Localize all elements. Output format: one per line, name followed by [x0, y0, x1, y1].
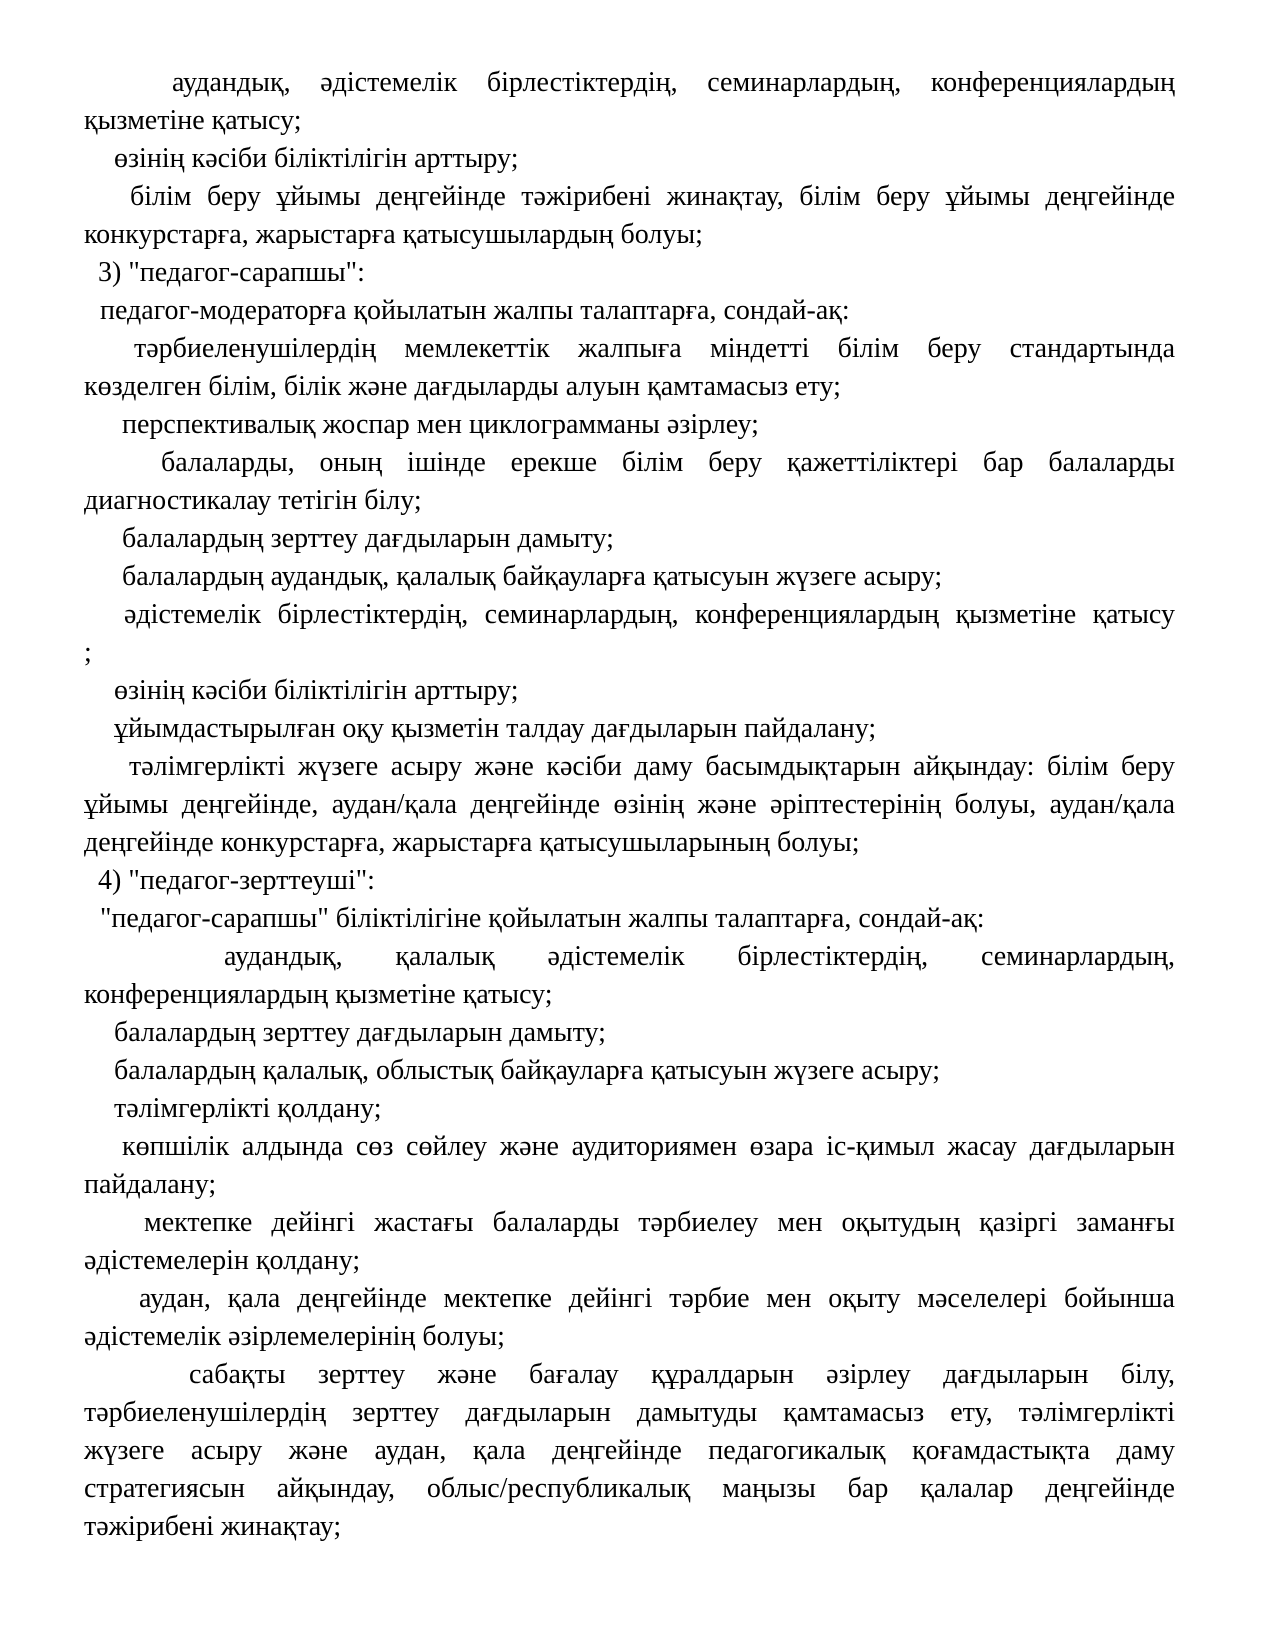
text-line: ұйымдастырылған оқу қызметін талдау дағдыларын пайдалану; — [114, 713, 877, 744]
text-line: педагог-модераторға қойылатын жалпы талаптарға, сондай-ақ: — [100, 295, 850, 326]
text-line: мектепке дейінгі жастағы балаларды тәрбиелеу мен оқытудың қазіргі заманғы — [144, 1207, 1175, 1238]
text-line: тәрбиеленушілердің зерттеу дағдыларын дамытуды қамтамасыз ету, тәлімгерлікті — [84, 1397, 1175, 1428]
text-line: балалардың аудандық, қалалық байқауларға қатысуын жүзеге асыру; — [122, 561, 943, 592]
paragraph — [84, 900, 1175, 938]
text-line: тәрбиеленушілердің мемлекеттік жалпыға міндетті білім беру стандартында — [134, 333, 1175, 364]
paragraph — [84, 1128, 1175, 1204]
text-line: диагностикалау тетігін білу; — [84, 485, 422, 516]
paragraph — [84, 1052, 1175, 1090]
paragraph — [84, 64, 1175, 140]
text-line: 4) "педагог-зерттеуші": — [98, 865, 375, 896]
text-line: "педагог-сарапшы" біліктілігіне қойылатын жалпы талаптарға, сондай-ақ: — [100, 903, 985, 934]
text-line: балалардың қалалық, облыстық байқауларға қатысуын жүзеге асыру; — [114, 1055, 941, 1086]
text-line: деңгейінде конкурстарға, жарыстарға қатысушыларының болуы; — [84, 827, 860, 858]
text-line: конкурстарға, жарыстарға қатысушылардың болуы; — [84, 219, 703, 250]
text-line: әдістемелік бірлестіктердің, семинарлардың, конференциялардың қызметіне қатысу — [124, 599, 1175, 630]
text-line: аудандық, әдістемелік бірлестіктердің, семинарлардың, конференциялардың — [172, 67, 1175, 98]
paragraph — [84, 558, 1175, 596]
text-line: әдістемелік әзірлемелерінің болуы; — [84, 1321, 505, 1352]
paragraph — [84, 672, 1175, 710]
text-line: сабақты зерттеу және бағалау құралдарын әзірлеу дағдыларын білу, — [189, 1359, 1175, 1390]
text-line: аудан, қала деңгейінде мектепке дейінгі тәрбие мен оқыту мәселелері бойынша — [139, 1283, 1175, 1314]
paragraph — [84, 292, 1175, 330]
paragraph — [84, 710, 1175, 748]
text-line: тәлімгерлікті жүзеге асыру және кәсіби даму басымдықтарын айқындау: білім беру — [129, 751, 1175, 782]
text-line: пайдалану; — [84, 1169, 217, 1200]
text-line: балаларды, оның ішінде ерекше білім беру қажеттіліктері бар балаларды — [161, 447, 1175, 478]
paragraph — [84, 938, 1175, 1014]
text-line: стратегиясын айқындау, облыс/республикалық маңызы бар қалалар деңгейінде — [84, 1473, 1175, 1504]
text-line: білім беру ұйымы деңгейінде тәжірибені жинақтау, білім беру ұйымы деңгейінде — [130, 181, 1175, 212]
text-line: конференциялардың қызметіне қатысу; — [84, 979, 553, 1010]
paragraph — [84, 1090, 1175, 1128]
paragraph — [84, 254, 1175, 292]
paragraph — [84, 596, 1175, 672]
paragraph — [84, 1356, 1175, 1546]
paragraph — [84, 862, 1175, 900]
text-line: 3) "педагог-сарапшы": — [98, 257, 365, 288]
paragraph — [84, 1204, 1175, 1280]
paragraph — [84, 1014, 1175, 1052]
text-line: өзінің кәсіби біліктілігін арттыру; — [114, 675, 519, 706]
paragraph — [84, 330, 1175, 406]
text-line: әдістемелерін қолдану; — [84, 1245, 361, 1276]
paragraph — [84, 748, 1175, 862]
text-line: перспективалық жоспар мен циклограмманы әзірлеу; — [122, 409, 759, 440]
text-line: көпшілік алдында сөз сөйлеу және аудиториямен өзара іс-қимыл жасау дағдыларын — [122, 1131, 1175, 1162]
document-text — [84, 64, 1175, 1546]
paragraph — [84, 178, 1175, 254]
text-line: балалардың зерттеу дағдыларын дамыту; — [122, 523, 614, 554]
paragraph — [84, 406, 1175, 444]
text-line: өзінің кәсіби біліктілігін арттыру; — [114, 143, 519, 174]
text-line: жүзеге асыру және аудан, қала деңгейінде педагогикалық қоғамдастықта даму — [84, 1435, 1175, 1466]
text-line: балалардың зерттеу дағдыларын дамыту; — [114, 1017, 606, 1048]
paragraph — [84, 1280, 1175, 1356]
paragraph — [84, 140, 1175, 178]
text-line: ұйымы деңгейінде, аудан/қала деңгейінде өзінің және әріптестерінің болуы, аудан/қала — [84, 789, 1175, 820]
text-line: аудандық, қалалық әдістемелік бірлестіктердің, семинарлардың, — [224, 941, 1175, 972]
text-line: қызметіне қатысу; — [84, 105, 302, 136]
text-line: тәжірибені жинақтау; — [84, 1511, 342, 1542]
paragraph — [84, 520, 1175, 558]
text-line: ; — [84, 637, 92, 668]
text-line: көзделген білім, білік және дағдыларды алуын қамтамасыз ету; — [84, 371, 841, 402]
paragraph — [84, 444, 1175, 520]
text-line: тәлімгерлікті қолдану; — [114, 1093, 382, 1124]
